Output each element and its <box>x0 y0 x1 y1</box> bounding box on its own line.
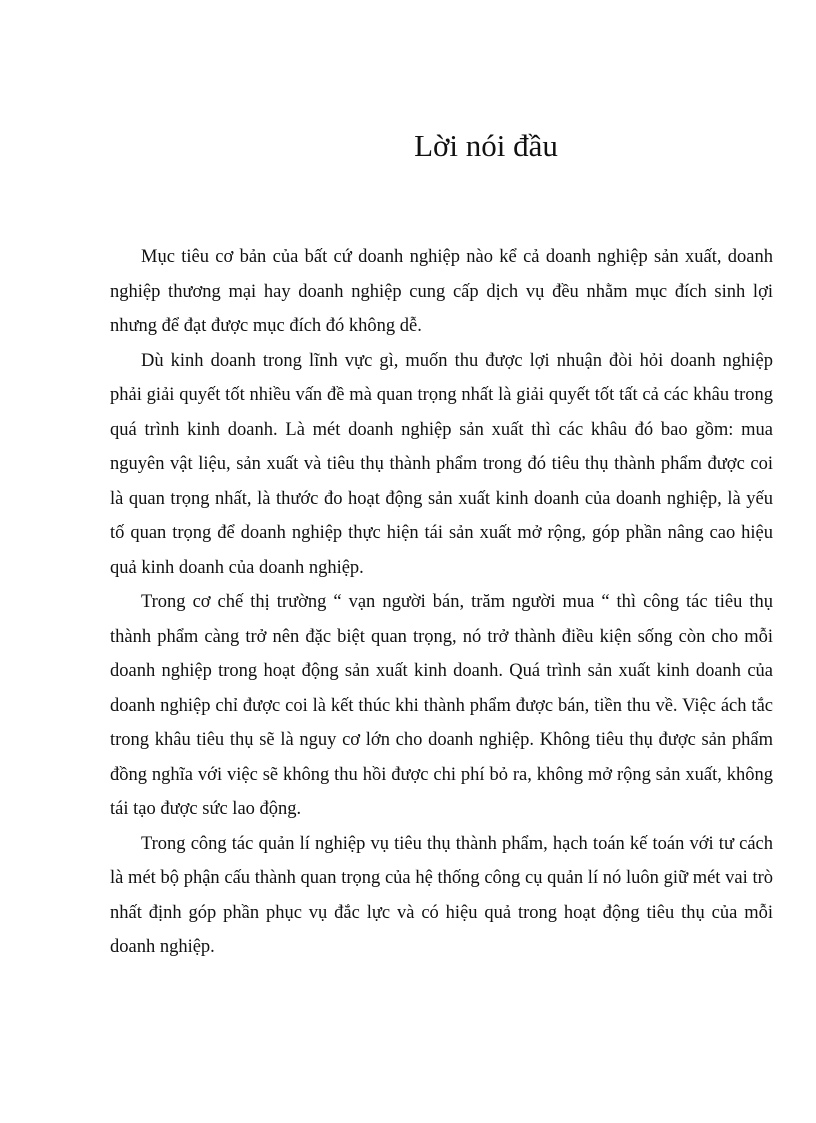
page-title: Lời nói đầu <box>414 128 558 163</box>
paragraph-2: Dù kinh doanh trong lĩnh vực gì, muốn thu được lợi nhuận đòi hỏi doanh nghiệp phải giải quyết tốt nhiều vấn đề mà quan trọng nhất là giải quyết tốt tất cả các khâu trong quá trình kinh doanh. Là mét doanh nghiệp sản xuất thì các khâu đó bao gồm: mua nguyên vật liệu, sản xuất và tiêu thụ thành phẩm trong đó tiêu thụ thành phẩm được coi là quan trọng nhất, là thước đo hoạt động sản xuất kinh doanh của doanh nghiệp, là yếu tố quan trọng để doanh nghiệp thực hiện tái sản xuất mở rộng, góp phần nâng cao hiệu quả kinh doanh của doanh nghiệp. <box>110 350 773 578</box>
paragraph-4: Trong công tác quản lí nghiệp vụ tiêu thụ thành phẩm, hạch toán kế toán với tư cách là mét bộ phận cấu thành quan trọng của hệ thống công cụ quản lí nó luôn giữ mét vai trò nhất định góp phần phục vụ đắc lực và có hiệu quả trong hoạt động tiêu thụ của mỗi doanh nghiệp. <box>110 833 773 957</box>
body-text <box>110 240 773 965</box>
paragraph-1: Mục tiêu cơ bản của bất cứ doanh nghiệp nào kể cả doanh nghiệp sản xuất, doanh nghiệp thương mại hay doanh nghiệp cung cấp dịch vụ đều nhằm mục đích sinh lợi nhưng để đạt được mục đích đó không dễ. <box>110 247 773 336</box>
paragraph-3: Trong cơ chế thị trường “ vạn người bán, trăm người mua “ thì công tác tiêu thụ thành phẩm càng trở nên đặc biệt quan trọng, nó trở thành điều kiện sống còn cho mỗi doanh nghiệp trong hoạt động sản xuất kinh doanh. Quá trình sản xuất kinh doanh của doanh nghiệp chỉ được coi là kết thúc khi thành phẩm được bán, tiền thu về. Việc ách tắc trong khâu tiêu thụ sẽ là nguy cơ lớn cho doanh nghiệp. Không tiêu thụ được sản phẩm đồng nghĩa với việc sẽ không thu hồi được chi phí bỏ ra, không mở rộng sản xuất, không tái tạo được sức lao động. <box>110 592 773 819</box>
